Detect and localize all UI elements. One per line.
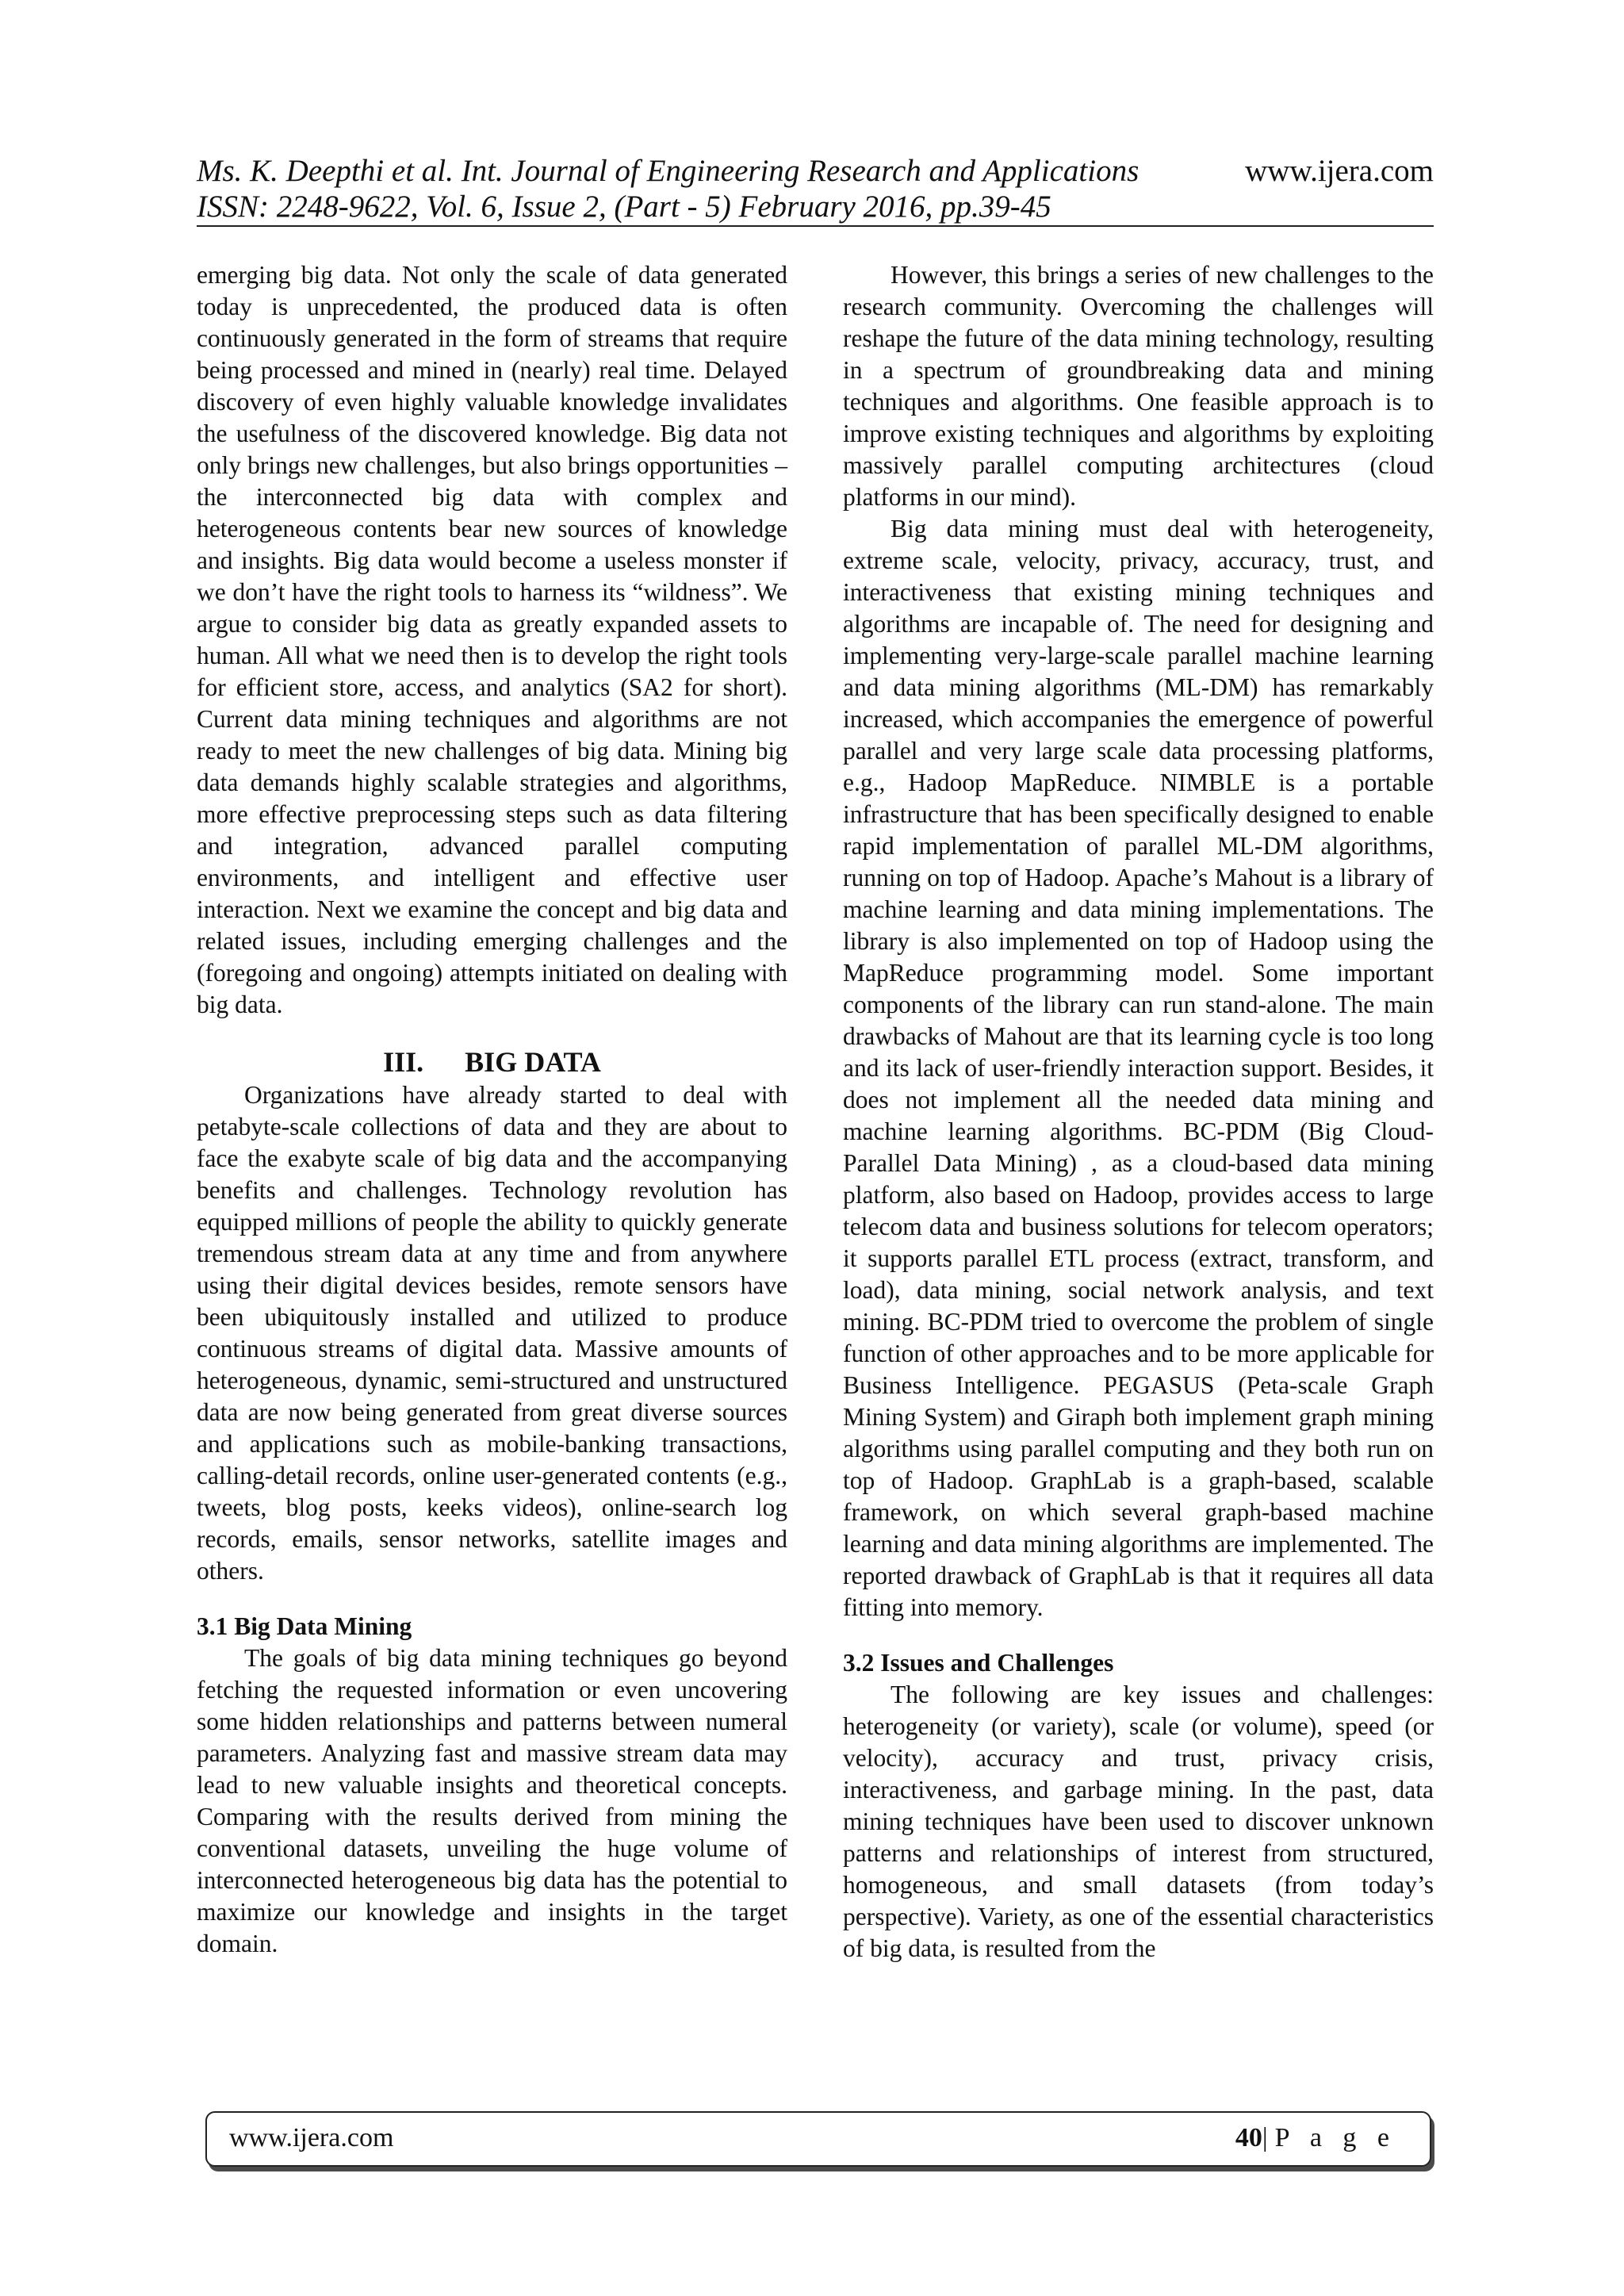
right-paragraph-2: Big data mining must deal with heterogeneity, extreme scale, velocity, privacy, accuracy, trust, and interactiveness that existing mining techniques and algorithms are incapable of. The need for designing and implementing very-large-scale parallel machine learning and data mining algorithms (ML-DM) has remarkably increased, which accompanies the emergence of powerful parallel and very large scale data processing platforms, e.g., Hadoop MapReduce. NIMBLE is a portable infrastructure that has been specifically designed to enable rapid implementation of parallel ML-DM algorithms, running on top of Hadoop. Apache’s Mahout is a library of machine learning and data mining implementations. The library is also implemented on top of Hadoop using the MapReduce programming model. Some important components of the library can run stand-alone. The main drawbacks of Mahout are that its learning cycle is too long and its lack of user-friendly interaction support. Besides, it does not implement all the needed data mining and machine learning algorithms. BC-PDM (Big Cloud-Parallel Data Mining) , as a cloud-based data mining platform, also based on Hadoop, provides access to large telecom data and business solutions for telecom operators; it supports parallel ETL process (extract, transform, and load), data mining, social network analysis, and text mining. BC-PDM tried to overcome the problem of single function of other approaches and to be more applicable for Business Intelligence. PEGASUS (Peta-scale Graph Mining System) and Giraph both implement graph mining algorithms using parallel computing and they both run on top of Hadoop. GraphLab is a graph-based, scalable framework, on which several graph-based machine learning and data mining algorithms are implemented. The reported drawback of GraphLab is that it requires all data fitting into memory. [843, 515, 1434, 1621]
right-column [843, 259, 1434, 1964]
left-column [197, 259, 787, 1960]
right-paragraph-3: The following are key issues and challenges: heterogeneity (or variety), scale (or volume), speed (or velocity), accuracy and trust, privacy crisis, interactiveness, and garbage mining. In the past, data mining techniques have been used to discover unknown patterns and relationships of interest from structured, homogeneous, and small datasets (from today’s perspective). Variety, as one of the essential characteristics of big data, is resulted from the [843, 1681, 1434, 1962]
page-label: |P a g e [1262, 2123, 1396, 2152]
header-website: www.ijera.com [1245, 154, 1434, 188]
header-authors-journal: Ms. K. Deepthi et al. Int. Journal of Engineering Research and Applications [197, 154, 1139, 188]
subsection-heading-3-2: 3.2 Issues and Challenges [843, 1649, 1114, 1677]
left-paragraph-1: emerging big data. Not only the scale of data generated today is unprecedented, the produced data is often continuously generated in the form of streams that require being processed and mined in (nearly) real time. Delayed discovery of even highly valuable knowledge invalidates the usefulness of the discovered knowledge. Big data not only brings new challenges, but also brings opportunities – the interconnected big data with complex and heterogeneous contents bear new sources of knowledge and insights. Big data would become a useless monster if we don’t have the right tools to harness its “wildness”. We argue to consider big data as greatly expanded assets to human. All what we need then is to develop the right tools for efficient store, access, and analytics (SA2 for short). Current data mining techniques and algorithms are not ready to meet the new challenges of big data. Mining big data demands highly scalable strategies and algorithms, more effective preprocessing steps such as data filtering and integration, advanced parallel computing environments, and intelligent and effective user interaction. Next we examine the concept and big data and related issues, including emerging challenges and the (foregoing and ongoing) attempts initiated on dealing with big data. [197, 261, 787, 1018]
left-paragraph-2: Organizations have already started to deal with petabyte-scale collections of data and they are about to face the exabyte scale of big data and the accompanying benefits and challenges. Technology revolution has equipped millions of people the ability to quickly generate tremendous stream data at any time and from anywhere using their digital devices besides, remote sensors have been ubiquitously installed and utilized to produce continuous streams of digital data. Massive amounts of heterogeneous, dynamic, semi-structured and unstructured data are now being generated from great diverse sources and applications such as mobile-banking transactions, calling-detail records, online user-generated contents (e.g., tweets, blog posts, keeks videos), online-search log records, emails, sensor networks, satellite images and others. [197, 1081, 787, 1585]
section-number: III. [383, 1046, 424, 1078]
footer-website: www.ijera.com [229, 2123, 394, 2152]
right-paragraph-1: However, this brings a series of new challenges to the research community. Overcoming the challenges will reshape the future of the data mining technology, resulting in a spectrum of groundbreaking data and mining techniques and algorithms. One feasible approach is to improve existing techniques and algorithms by exploiting massively parallel computing architectures (cloud platforms in our mind). [843, 261, 1434, 511]
section-title: BIG DATA [465, 1046, 601, 1078]
page-footer [205, 2111, 1431, 2167]
header-issn-line: ISSN: 2248-9622, Vol. 6, Issue 2, (Part - 5) February 2016, pp.39-45 [197, 190, 1051, 224]
page-number: 40 [1235, 2123, 1262, 2152]
section-heading [197, 1046, 787, 1078]
footer-page-indicator [1235, 2122, 1396, 2154]
left-paragraph-3: The goals of big data mining techniques go beyond fetching the requested information or even uncovering some hidden relationships and patterns between numeral parameters. Analyzing fast and massive stream data may lead to new valuable insights and theoretical concepts. Comparing with the results derived from mining the conventional datasets, unveiling the huge volume of interconnected heterogeneous big data has the potential to maximize our knowledge and insights in the target domain. [197, 1644, 787, 1957]
header-rule [197, 225, 1434, 227]
subsection-heading-3-1: 3.1 Big Data Mining [197, 1612, 412, 1640]
